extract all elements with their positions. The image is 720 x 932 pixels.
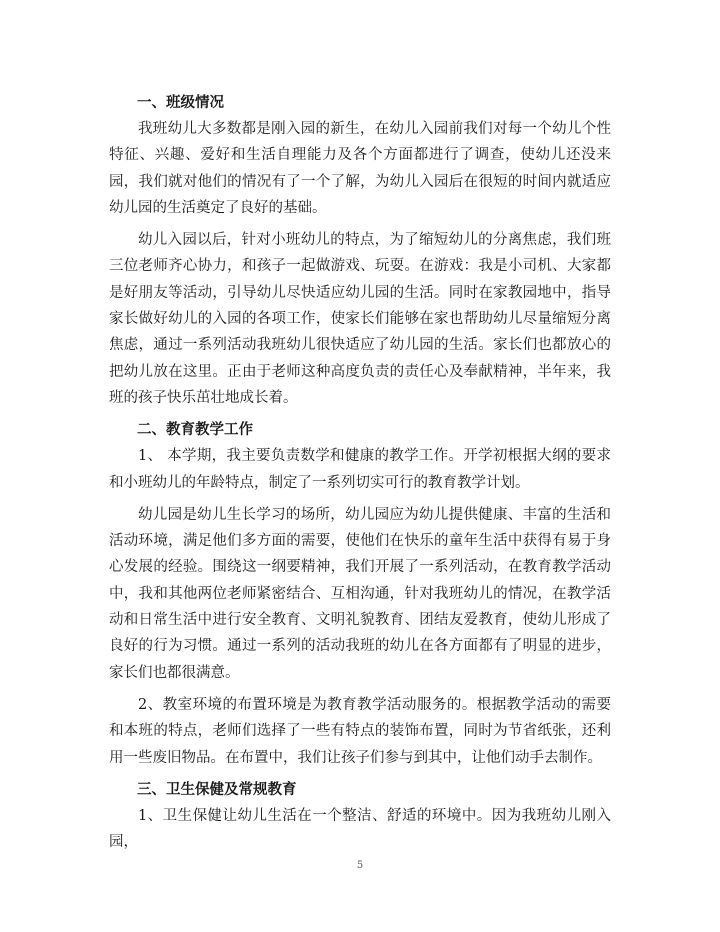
paragraph: 幼儿入园以后，针对小班幼儿的特点，为了缩短幼儿的分离焦虑，我们班三位老师齐心协力，和孩子一起做游戏、玩耍。在游戏：我是小司机、大家都是好朋友等活动，引导幼儿尽快适应幼儿园的生活。同时在家教园地中，指导家长做好幼儿的入园的各项工作，使家长们能够在家也帮助幼儿尽量缩短分离焦虑，通过一系列活动我班幼儿很快适应了幼儿园的生活。家长们也都放心的把幼儿放在这里。正由于老师这种高度负责的责任心及奉献精神，半年来，我班的孩子快乐茁壮地成长着。 (109, 232, 611, 406)
section-heading-teaching-work: 二、教育教学工作 (137, 421, 253, 439)
document-body (109, 90, 611, 861)
paragraph: 2、教室环境的布置环境是为教育教学活动服务的。根据教学活动的需要和本班的特点，老师们选择了一些有特点的装饰布置，同时为节省纸张，还利用一些废旧物品。在布置中，我们让孩子们参与到其中，让他们动手去制作。 (109, 696, 611, 766)
page-number: 5 (356, 860, 364, 871)
section-heading-health-care: 三、卫生保健及常规教育 (137, 780, 297, 798)
section-heading-class-situation: 一、班级情况 (137, 94, 224, 111)
paragraph: 幼儿园是幼儿生长学习的场所，幼儿园应为幼儿提供健康、丰富的生活和活动环境，满足他们多方面的需要，使他们在快乐的童年生活中获得有易于身心发展的经验。围绕这一纲要精神，我们开展了一系列活动，在教育教学活动中，我和其他两位老师紧密结合、互相沟通，针对我班幼儿的情况，在教学活动和日常生活中进行安全教育、文明礼貌教育、团结友爱教育，使幼儿形成了良好的行为习惯。通过一系列的活动我班的幼儿在各方面都有了明显的进步，家长们也都很满意。 (109, 506, 611, 681)
paragraph: 1、卫生保健让幼儿生活在一个整洁、舒适的环境中。因为我班幼儿刚入园， (109, 807, 611, 851)
paragraph: 1、 本学期，我主要负责数学和健康的教学工作。开学初根据大纲的要求和小班幼儿的年龄特点，制定了一系列切实可行的教育教学计划。 (109, 448, 611, 491)
paragraph: 我班幼儿大多数都是刚入园的新生，在幼儿入园前我们对每一个幼儿个性特征、兴趣、爱好和生活自理能力及各个方面都进行了调查，使幼儿还没来园，我们就对他们的情况有了一个了解，为幼儿入园后在很短的时间内就适应幼儿园的生活奠定了良好的基础。 (109, 121, 611, 216)
